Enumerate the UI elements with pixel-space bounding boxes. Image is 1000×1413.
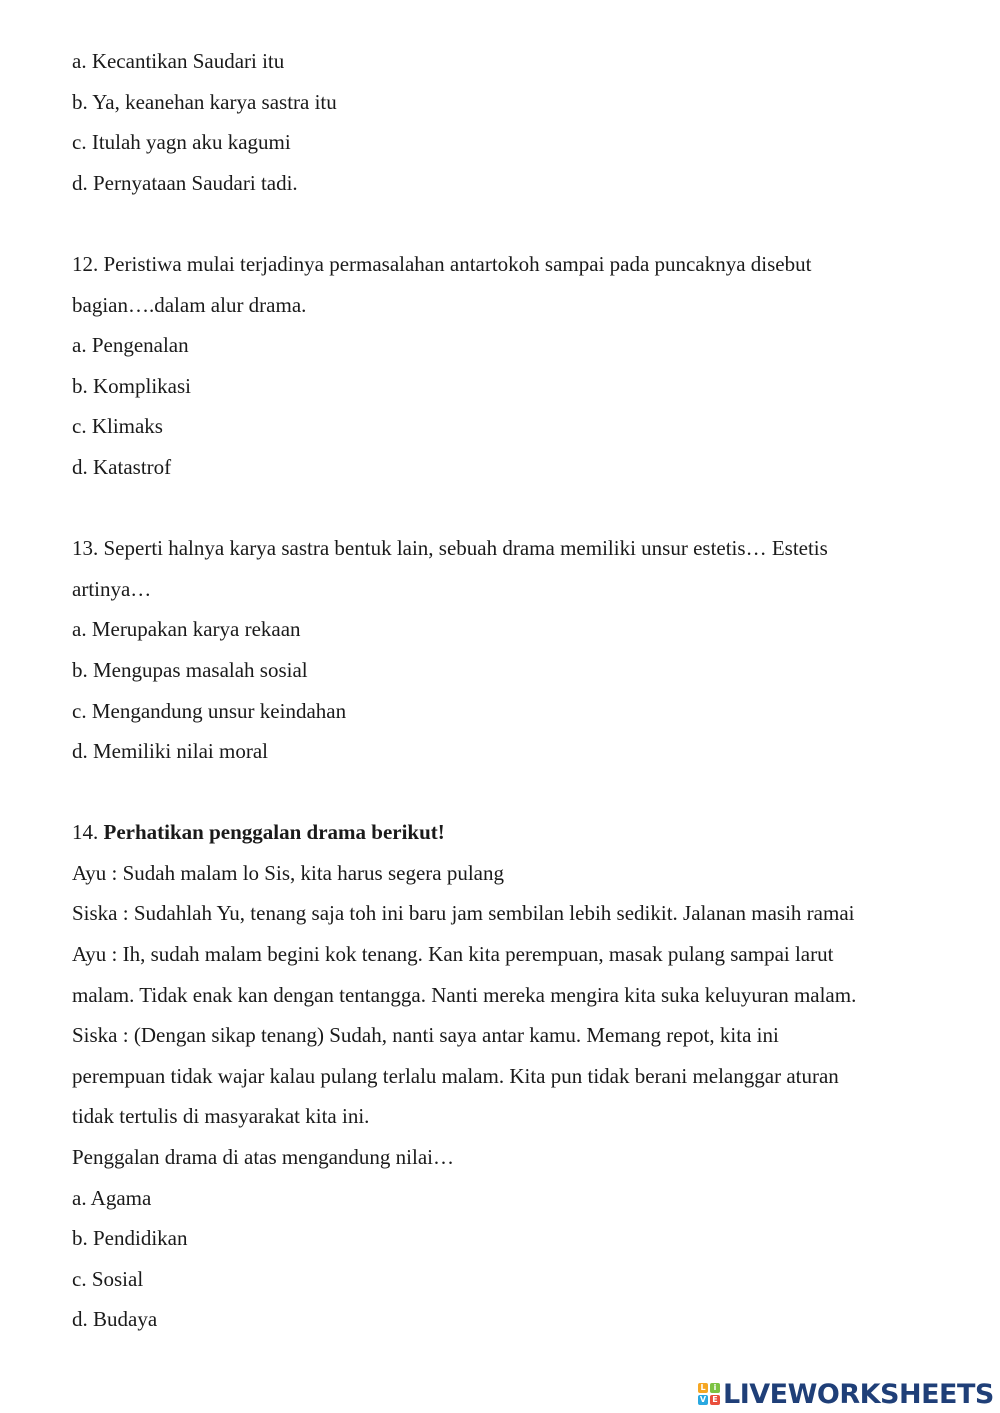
spacer — [72, 206, 972, 247]
question-13-text-line-2: artinya… — [72, 576, 152, 601]
question-14-heading — [72, 815, 972, 856]
dialogue-line-5: Siska : (Dengan sikap tenang) Sudah, nanti saya antar kamu. Memang repot, kita ini — [72, 1023, 779, 1048]
question-13 — [72, 531, 972, 775]
logo-icon — [698, 1383, 720, 1405]
spacer — [72, 775, 972, 816]
spacer — [72, 491, 972, 532]
question-12-text-line-2: bagian….dalam alur drama. — [72, 292, 307, 317]
question-14 — [72, 815, 972, 1343]
worksheet-page — [72, 44, 972, 1343]
logo-cell: L — [698, 1383, 708, 1393]
option-d: d. Katastrof — [72, 454, 172, 479]
option-d: d. Pernyataan Saudari tadi. — [72, 170, 298, 195]
option-c: c. Itulah yagn aku kagumi — [72, 130, 291, 155]
dialogue-line-7: tidak tertulis di masyarakat kita ini. — [72, 1104, 370, 1129]
option-b: b. Pendidikan — [72, 1226, 188, 1251]
option-a: a. Pengenalan — [72, 333, 189, 358]
question-12 — [72, 247, 972, 491]
dialogue-line-2: Siska : Sudahlah Yu, tenang saja toh ini baru jam sembilan lebih sedikit. Jalanan masih ramai — [72, 901, 855, 926]
option-c: c. Mengandung unsur keindahan — [72, 698, 347, 723]
option-d: d. Budaya — [72, 1307, 158, 1332]
brand-name: LIVEWORKSHEETS — [723, 1378, 994, 1410]
option-c: c. Klimaks — [72, 414, 163, 439]
prev-question-options — [72, 44, 972, 206]
dialogue-line-1: Ayu : Sudah malam lo Sis, kita harus segera pulang — [72, 860, 504, 885]
option-a: a. Merupakan karya rekaan — [72, 617, 301, 642]
dialogue-line-3: Ayu : Ih, sudah malam begini kok tenang. Kan kita perempuan, masak pulang sampai larut — [72, 942, 834, 967]
option-a: a. Agama — [72, 1185, 152, 1210]
option-b: b. Komplikasi — [72, 373, 191, 398]
question-13-text-line-1: 13. Seperti halnya karya sastra bentuk lain, sebuah drama memiliki unsur estetis… Estetis — [72, 536, 828, 561]
logo-cell: E — [710, 1395, 720, 1405]
logo-cell: V — [699, 1395, 707, 1404]
option-a: a. Kecantikan Saudari itu — [72, 49, 285, 73]
option-d: d. Memiliki nilai moral — [72, 739, 268, 764]
dialogue-line-4: malam. Tidak enak kan dengan tentangga. Nanti mereka mengira kita suka keluyuran malam. — [72, 982, 857, 1007]
question-14-number: 14. — [72, 820, 99, 845]
question-14-instruction: Perhatikan penggalan drama berikut! — [103, 820, 445, 845]
option-b: b. Mengupas masalah sosial — [72, 657, 308, 682]
logo-cell: i — [710, 1383, 720, 1393]
liveworksheets-logo — [698, 1377, 994, 1411]
question-14-prompt: Penggalan drama di atas mengandung nilai… — [72, 1145, 454, 1170]
option-c: c. Sosial — [72, 1266, 144, 1291]
question-12-text-line-1: 12. Peristiwa mulai terjadinya permasalahan antartokoh sampai pada puncaknya disebut — [72, 251, 812, 276]
dialogue-line-6: perempuan tidak wajar kalau pulang terlalu malam. Kita pun tidak berani melanggar aturan — [72, 1063, 839, 1088]
option-b: b. Ya, keanehan karya sastra itu — [72, 89, 337, 114]
